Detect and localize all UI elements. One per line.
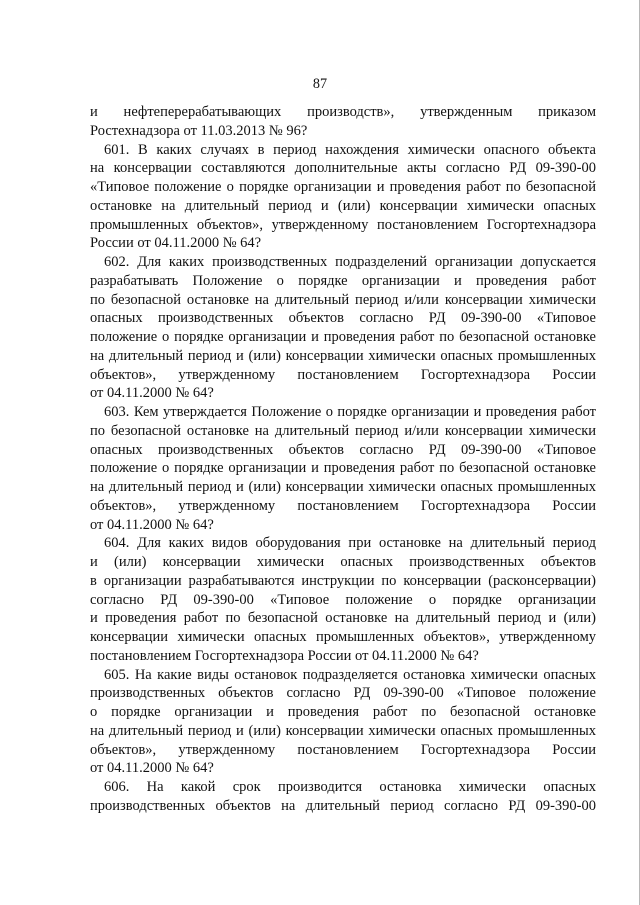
text-line: объектов», утвержденному постановлением Госгортехнадзора России bbox=[90, 741, 596, 758]
question-601-line: 601. В каких случаях в период нахождения химически опасного объекта bbox=[104, 141, 596, 158]
text-line: Ростехнадзора от 11.03.2013 № 96? bbox=[90, 122, 308, 139]
text-line: и проведения работ по безопасной остановке на длительный период и (или) bbox=[90, 610, 596, 627]
text-line: и нефтеперерабатывающих производств», утвержденным приказом bbox=[90, 104, 596, 120]
text-line: о порядке организации и проведения работ по безопасной остановке bbox=[90, 704, 596, 720]
text-line: по безопасной остановке на длительный период и/или консервации химически bbox=[90, 422, 596, 439]
text-line: опасных производственных объектов согласно РД 09-390-00 «Типовое bbox=[90, 310, 596, 327]
text-line: России от 04.11.2000 № 64? bbox=[90, 235, 262, 252]
text-line: «Типовое положение о порядке организации и проведения работ по безопасной bbox=[90, 179, 596, 195]
text-line: постановлением Госгортехнадзора России от 04.11.2000 № 64? bbox=[90, 647, 479, 664]
text-line: на длительный период и (или) консервации химически опасных промышленных bbox=[90, 479, 596, 495]
text-line: на длительный период и (или) консервации химически опасных промышленных bbox=[90, 722, 596, 739]
question-605-line: 605. На какие виды остановок подразделяется остановка химически опасных bbox=[104, 666, 596, 683]
text-line: от 04.11.2000 № 64? bbox=[90, 760, 214, 777]
text-line: положение о порядке организации и проведения работ по безопасной остановке bbox=[90, 329, 596, 345]
text-line: промышленных объектов», утвержденному постановлением Госгортехнадзора bbox=[90, 216, 596, 233]
text-line: производственных объектов на длительный период согласно РД 09-390-00 bbox=[90, 797, 596, 814]
question-602-line: 602. Для каких производственных подразделений организации допускается bbox=[104, 254, 596, 270]
text-line: производственных объектов согласно РД 09-390-00 «Типовое положение bbox=[90, 685, 596, 702]
text-line: опасных производственных объектов согласно РД 09-390-00 «Типовое bbox=[90, 441, 596, 458]
text-line: объектов», утвержденному постановлением Госгортехнадзора России bbox=[90, 366, 596, 383]
page-number: 87 bbox=[312, 76, 328, 92]
text-line: положение о порядке организации и проведения работ по безопасной остановке bbox=[90, 460, 596, 477]
text-line: от 04.11.2000 № 64? bbox=[90, 516, 214, 533]
document-body bbox=[90, 103, 596, 816]
text-line: по безопасной остановке на длительный период и/или консервации химически bbox=[90, 291, 596, 308]
text-line: разрабатывать Положение о порядке организации и проведения работ bbox=[90, 272, 596, 289]
text-line: и (или) консервации химически опасных производственных объектов bbox=[90, 554, 596, 570]
question-603-line: 603. Кем утверждается Положение о порядке организации и проведения работ bbox=[104, 404, 596, 420]
text-line: в организации разрабатываются инструкции по консервации (расконсервации) bbox=[90, 572, 596, 589]
text-line: объектов», утвержденному постановлением Госгортехнадзора России bbox=[90, 497, 596, 514]
question-606-line: 606. На какой срок производится остановка химически опасных bbox=[104, 779, 596, 795]
text-line: консервации химически опасных промышленных объектов», утвержденному bbox=[90, 629, 596, 645]
text-line: на консервации составляются дополнительные акты согласно РД 09-390-00 bbox=[90, 160, 596, 177]
text-line: от 04.11.2000 № 64? bbox=[90, 385, 214, 402]
text-line: согласно РД 09-390-00 «Типовое положение о порядке организации bbox=[90, 591, 596, 608]
text-line: на длительный период и (или) консервации химически опасных промышленных bbox=[90, 347, 596, 364]
question-604-line: 604. Для каких видов оборудования при остановке на длительный период bbox=[104, 535, 596, 552]
text-line: остановке на длительный период и (или) консервации химически опасных bbox=[90, 197, 596, 214]
